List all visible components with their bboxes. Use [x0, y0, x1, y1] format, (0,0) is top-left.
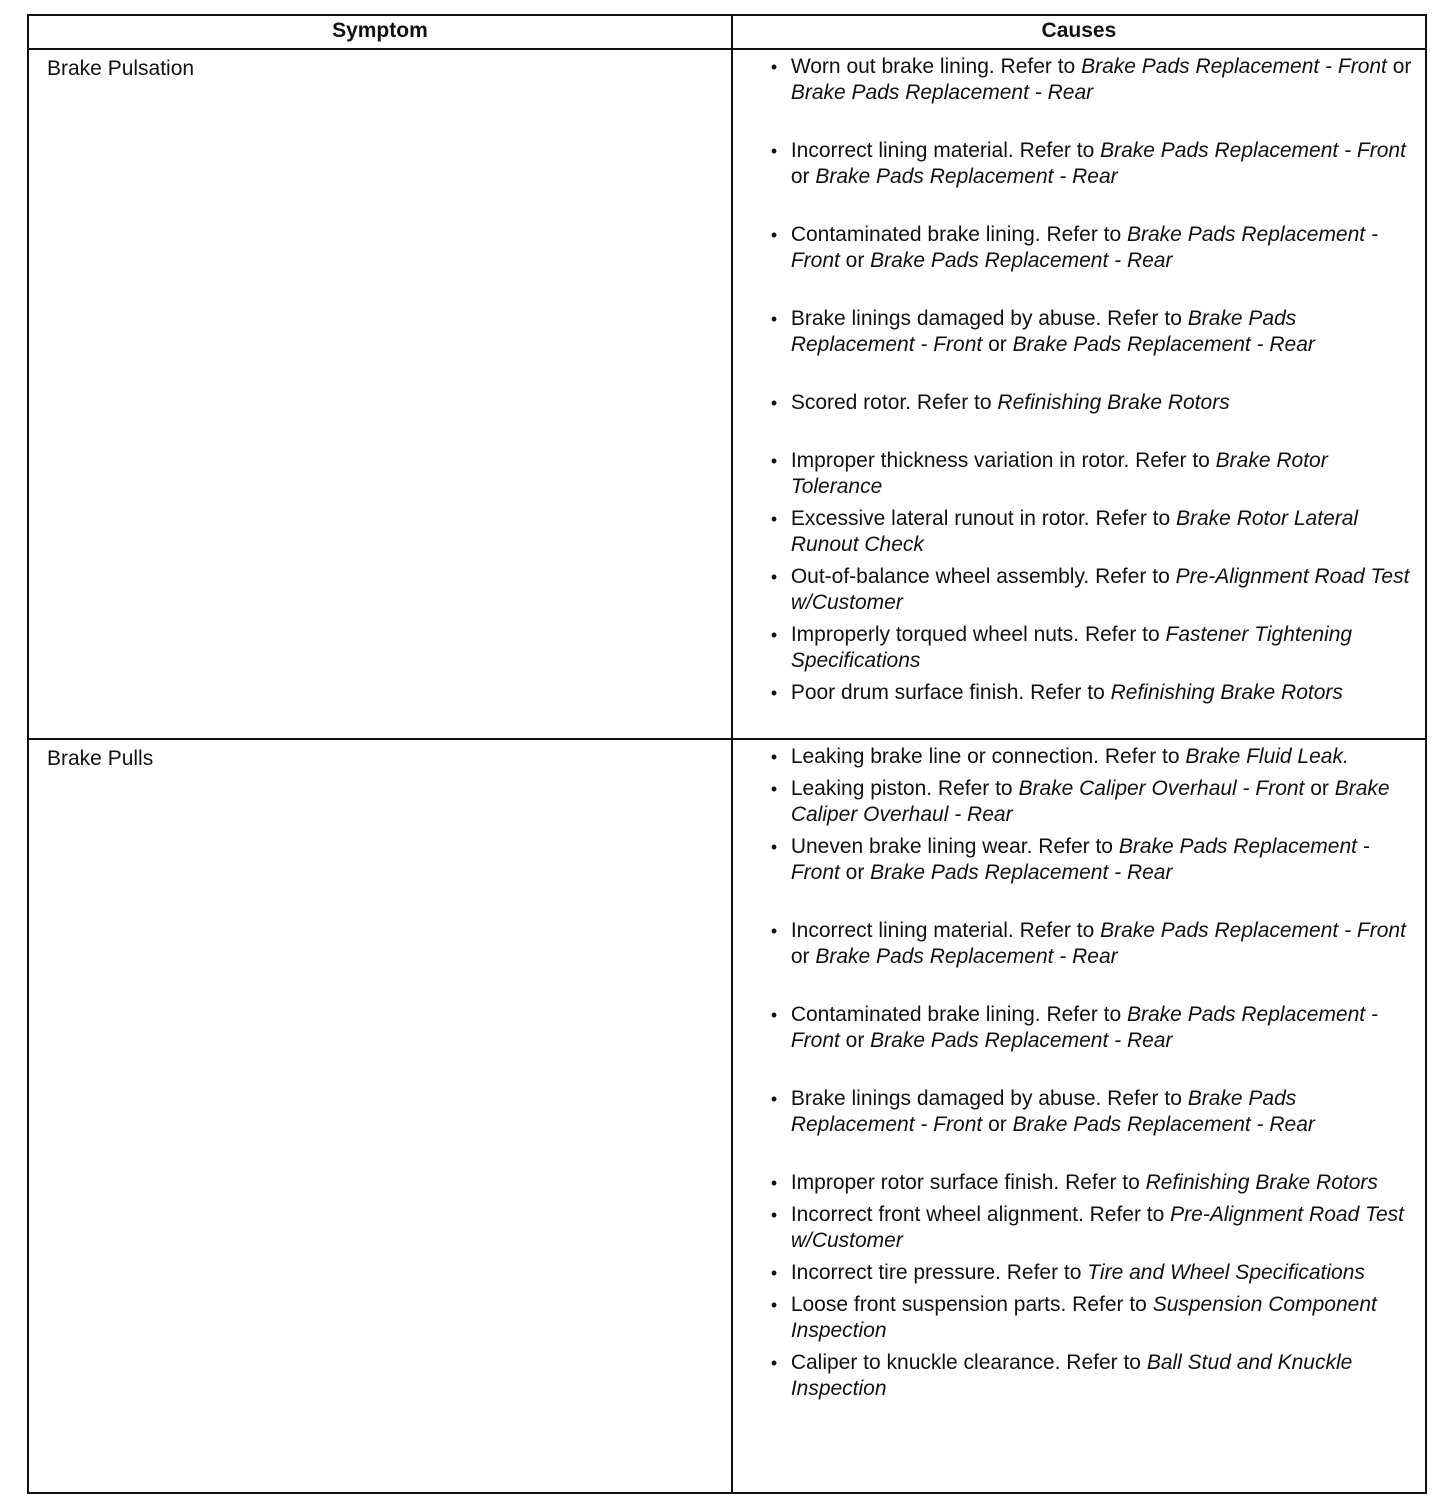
cause-item: • Brake linings damaged by abuse. Refer to Brake Pads Replacement - Front or Brake Pads Replacement - Rear	[771, 1086, 1417, 1138]
cause-item: • Brake linings damaged by abuse. Refer to Brake Pads Replacement - Front or Brake Pads Replacement - Rear	[771, 306, 1417, 358]
cause-reference: Refinishing Brake Rotors	[997, 391, 1230, 414]
cause-item: • Loose front suspension parts. Refer to Suspension Component Inspection	[771, 1292, 1417, 1344]
cause-reference: Suspension Component Inspection	[790, 1293, 1377, 1342]
cause-reference: Brake Pads Replacement - Front	[790, 1087, 1297, 1136]
cause-item: • Poor drum surface finish. Refer to Refinishing Brake Rotors	[771, 680, 1417, 706]
cause-reference: Brake Caliper Overhaul - Rear	[790, 777, 1390, 826]
cause-reference: Brake Fluid Leak.	[1185, 745, 1349, 768]
cause-item: • Improper thickness variation in rotor. Refer to Brake Rotor Tolerance	[771, 448, 1417, 500]
cause-reference: Brake Pads Replacement - Front	[790, 835, 1370, 884]
cause-item: • Contaminated brake lining. Refer to Brake Pads Replacement - Front or Brake Pads Replacement - Rear	[771, 1002, 1417, 1054]
symptom-column-header: Symptom	[28, 15, 732, 49]
cause-item: • Improperly torqued wheel nuts. Refer to Fastener Tightening Specifications	[771, 622, 1417, 674]
cause-reference: Tire and Wheel Specifications	[1087, 1261, 1365, 1284]
cause-reference: Ball Stud and Knuckle Inspection	[790, 1351, 1353, 1400]
cause-reference: Brake Pads Replacement - Front	[1100, 919, 1406, 942]
cause-reference: Brake Pads Replacement - Front	[790, 1003, 1378, 1052]
cause-item: • Improper rotor surface finish. Refer to Refinishing Brake Rotors	[771, 1170, 1417, 1196]
table-row	[28, 49, 1426, 739]
causes-column-header: Causes	[732, 15, 1426, 49]
cause-reference: Brake Rotor Lateral Runout Check	[790, 507, 1359, 556]
table-row	[28, 739, 1426, 1493]
causes-cell	[732, 49, 1426, 739]
cause-item: • Caliper to knuckle clearance. Refer to Ball Stud and Knuckle Inspection	[771, 1350, 1417, 1402]
cause-list	[733, 50, 1425, 706]
table-header-row	[28, 15, 1426, 49]
cause-item: • Uneven brake lining wear. Refer to Brake Pads Replacement - Front or Brake Pads Replacement - Rear	[771, 834, 1417, 886]
cause-reference: Brake Pads Replacement - Rear	[1012, 333, 1315, 356]
cause-item: • Incorrect tire pressure. Refer to Tire and Wheel Specifications	[771, 1260, 1417, 1286]
cause-item: • Leaking brake line or connection. Refer to Brake Fluid Leak.	[771, 744, 1417, 770]
cause-reference: Fastener Tightening Specifications	[790, 623, 1353, 672]
cause-item: • Incorrect front wheel alignment. Refer to Pre-Alignment Road Test w/Customer	[771, 1202, 1417, 1254]
symptom-label: Brake Pulls	[47, 747, 154, 770]
symptom-causes-table	[27, 14, 1427, 1494]
cause-reference: Brake Pads Replacement - Rear	[815, 945, 1118, 968]
cause-reference: Brake Pads Replacement - Rear	[870, 861, 1173, 884]
cause-reference: Brake Pads Replacement - Rear	[870, 249, 1173, 272]
cause-item: • Out-of-balance wheel assembly. Refer to Pre-Alignment Road Test w/Customer	[771, 564, 1417, 616]
cause-reference: Brake Pads Replacement - Rear	[1012, 1113, 1315, 1136]
cause-item: • Contaminated brake lining. Refer to Brake Pads Replacement - Front or Brake Pads Replacement - Rear	[771, 222, 1417, 274]
cause-item: • Incorrect lining material. Refer to Brake Pads Replacement - Front or Brake Pads Replacement - Rear	[771, 918, 1417, 970]
cause-reference: Brake Pads Replacement - Front	[1081, 55, 1387, 78]
cause-reference: Brake Pads Replacement - Rear	[790, 81, 1094, 104]
cause-reference: Brake Caliper Overhaul - Front	[1018, 777, 1305, 800]
cause-item: • Excessive lateral runout in rotor. Refer to Brake Rotor Lateral Runout Check	[771, 506, 1417, 558]
cause-reference: Brake Pads Replacement - Rear	[815, 165, 1118, 188]
cause-reference: Brake Pads Replacement - Front	[790, 223, 1378, 272]
cause-reference: Brake Pads Replacement - Front	[790, 307, 1297, 356]
cause-item: • Leaking piston. Refer to Brake Caliper Overhaul - Front or Brake Caliper Overhaul - Rear	[771, 776, 1417, 828]
cause-item: • Incorrect lining material. Refer to Brake Pads Replacement - Front or Brake Pads Replacement - Rear	[771, 138, 1417, 190]
cause-item: • Worn out brake lining. Refer to Brake Pads Replacement - Front or Brake Pads Replacement - Rear	[771, 54, 1417, 106]
cause-reference: Brake Pads Replacement - Rear	[870, 1029, 1173, 1052]
cause-reference: Pre-Alignment Road Test w/Customer	[790, 565, 1410, 614]
symptom-label: Brake Pulsation	[47, 57, 195, 80]
cause-reference: Brake Pads Replacement - Front	[1100, 139, 1406, 162]
cause-reference: Refinishing Brake Rotors	[1110, 681, 1343, 704]
symptom-cell	[28, 49, 732, 739]
causes-cell	[732, 739, 1426, 1493]
symptom-cell	[28, 739, 732, 1493]
cause-list	[733, 740, 1425, 1402]
cause-item: • Scored rotor. Refer to Refinishing Brake Rotors	[771, 390, 1417, 416]
cause-reference: Brake Rotor Tolerance	[790, 449, 1328, 498]
cause-reference: Refinishing Brake Rotors	[1145, 1171, 1378, 1194]
cause-reference: Pre-Alignment Road Test w/Customer	[790, 1203, 1404, 1252]
